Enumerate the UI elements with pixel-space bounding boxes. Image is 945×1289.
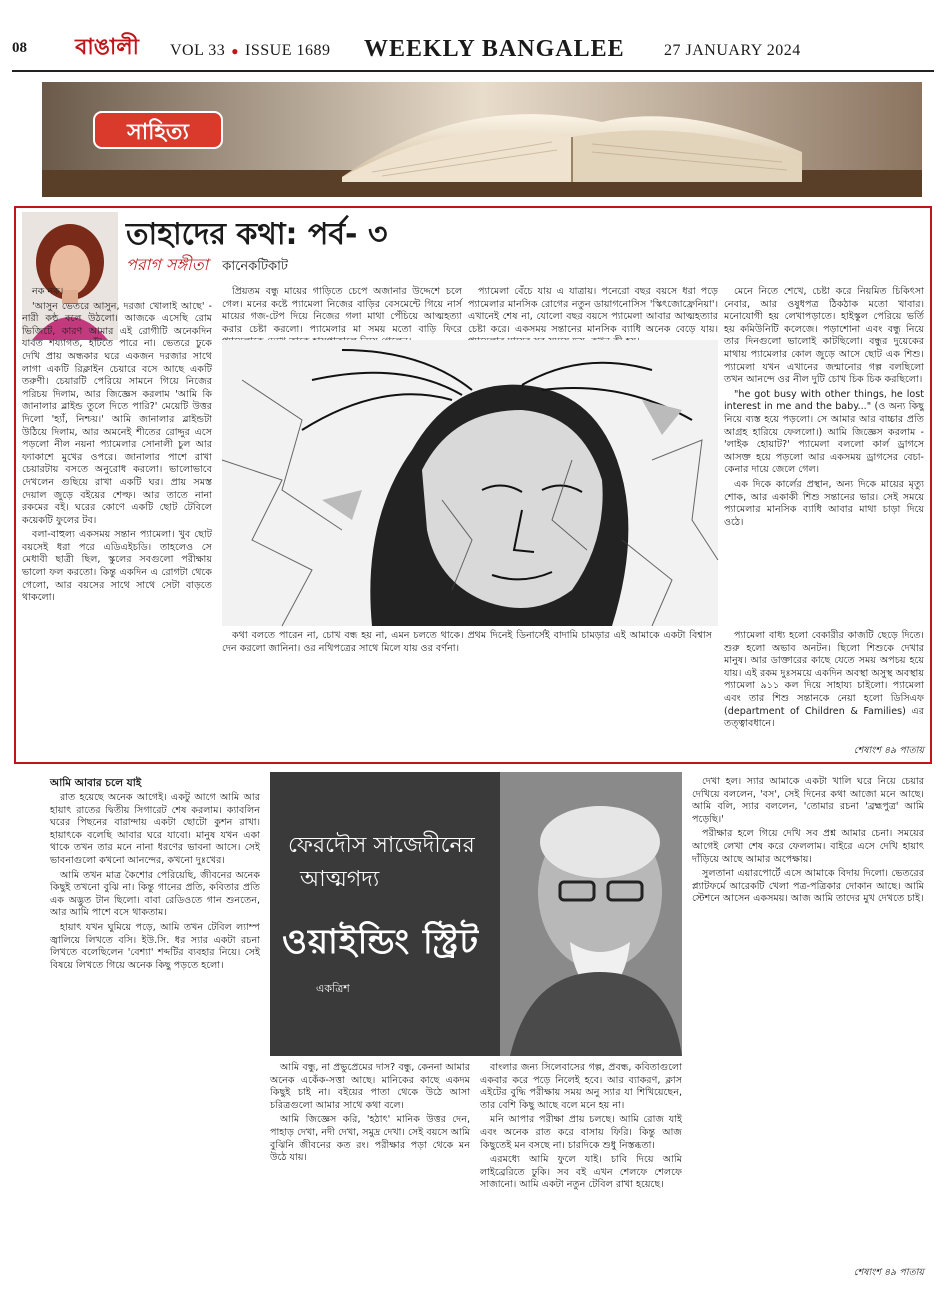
article2-column-3 <box>480 1062 682 1276</box>
publication-title: WEEKLY BANGALEE <box>364 36 625 62</box>
section-label-text: সাহিত্য <box>127 120 189 145</box>
article-illustration <box>222 340 718 626</box>
issue-date: 27 JANUARY 2024 <box>664 42 801 59</box>
article1-column-2-top <box>222 286 462 336</box>
book-title: ওয়াইন্ডিং স্ট্রিট <box>282 922 479 962</box>
section-label <box>92 110 224 150</box>
paragraph: আমি তখন মাত্র কৈশোর পেরিয়েছি, জীবনের অনেক কিছুই তখনো বুঝি না। কিন্তু গানের প্রতি, কবিতার প্রতি এক অদ্ভুত টান ছিলো। বাবা রেডিওতে গান শুনতেন, আর আমি পাশে বসে থাকতাম। <box>50 869 260 919</box>
paragraph: রাত হয়েছে অনেক আগেই। একটু আগে আমি আর হায়াৎ রাতের দ্বিতীয় সিগারেট শেষ করলাম। ক্যাবলিন ঘরের পিছনের বারান্দায় একটা ছোটো কুশন রাখা। হায়াৎকে বলেছি আবার ঘরে যাবো। মানুষ যখন একা থাকে তখন তার মনে নানা ধরণের ভাবনা আসে। সেই ভাবনাগুলো কখনো আনন্দের, কখনো দুঃখের। <box>50 792 260 866</box>
paragraph: পরীক্ষার হলে গিয়ে দেখি সব প্রশ্ন আমার চেনা। সময়ের আগেই লেখা শেষ করে ফেললাম। বাইরে এসে দেখি হায়াৎ দাঁড়িয়ে আছে আমার অপেক্ষায়। <box>692 828 924 865</box>
book-cover-image <box>270 772 682 1056</box>
paragraph: 'আসুন ভেতরে আসুন, দরজা খোলাই আছে' - নারী কন্ঠ বলে উঠলো। আজকে এসেছি রোম ভিজিটে, কারণ আমার এই রোগীটি অনেকদিন যাবত শয্যাগত, হাঁটতে পারে না। ভেতরে ঢুকে দেখি প্রায় অন্ধকার ঘরে একজন দরজার সাথে লাগা একটি রিক্লাইন চেয়ারে বসে আছে একটি তরুণী। চেয়ারটি পেরিয়ে সামনে গিয়ে নিজের পরিচয় দিলাম, আর জিজ্ঞেস করলাম 'আমি কি জানালার ব্লাইন্ড তুলে দিতে পারি?' মেয়েটি উত্তর দিলো 'হ্যাঁ, নিশ্চয়।' আমি জানালার ব্লাইন্ডটা উঠিয়ে দিলাম, আর অমনেই শীতের রোদ্দুর এসে পড়লো নীল নয়না প্যামেলার সোনালী চুল আর ফ্যাকাশে মুখের ওপরে। জানালার পাশে রাখা চেয়ারটায় বসতে অনুরোধ করলো। ভালোভাবে দেখলেন গুছিয়ে রাখা একটি ঘর। প্রায় সমস্ত দেয়াল জুড়ে বইয়ের শেল্ফ। আর তাতে নানা রকমের বই। ঘরের কোণে একটি ছোট টেবিলে কয়েকটি ফুলের টব। <box>22 300 212 526</box>
paragraph: আমি জিজ্ঞেস করি, 'হঠাৎ' মানিক উত্তর দেন, পাহাড় দেখা, নদী দেখা, সমুদ্র দেখা। সেই বয়সে আমি বুঝিনি জীবনের কত রং। পরীক্ষার পড়া থেকে মন উঠে যায়। <box>270 1114 470 1164</box>
paragraph: কথা বলতে পারেন না, চোখ বন্ধ হয় না, এমন চলতে থাকে। প্রথম দিনেই ডিনার্সেই বাদামি চামড়ার এই আমাকে একটা বিশ্বাস দেন করলো জানিনা। ওর নথিপত্রের সাথে মিলে যায় ওর বর্ণনা। <box>222 630 712 654</box>
article2-column-2 <box>270 1062 470 1276</box>
article1-bottom-center <box>222 630 712 756</box>
author-byline <box>126 252 288 279</box>
article1-column-1 <box>22 286 212 760</box>
book-chapter: একত্রিশ <box>316 982 350 995</box>
paragraph: "he got busy with other things, he lost interest in me and the baby..." (ও অন্য কিছু নিয়ে ব্যস্ত হয়ে পড়লো। সে আমার আর বাচ্চার প্রতি আগ্রহ হারিয়ে ফেললো।) আমি জিজ্ঞেস করলাম - 'লাইক হোয়াট?' প্যামেলা বললো কার্ল ড্রাগসে আসক্ত হয়ে পড়লো আর একসময় ড্রাগসের বেচা-কেনার দায়ে জেলে গেল। <box>724 388 924 476</box>
paragraph: এক দিকে কার্লের প্রস্থান, অন্য দিকে মায়ের মৃত্যু শোক, আর একাকী শিশু সন্তানের ভার। সেই সময়ে প্যামেলার মানসিক ব্যাধি আবার মাথা চাড়া দিয়ে ওঠে। <box>724 478 924 528</box>
paragraph: আমি বন্ধু, না প্রভুপ্রেমের দাস? বন্ধু, কেননা আমার অনেক একেঁক-সত্তা আছে। মানিকের কাছে একদম কিছুই চাই না। বইয়ের পাতা থেকে উঠে আসা চরিত্রগুলো আমার সাথে কথা বলে। <box>270 1062 470 1111</box>
paragraph: মেনে নিতে শেখে, চেষ্টা করে নিয়মিত চিকিৎসা নেবার, আর ওষুধপত্র ঠিকঠাক মতো খাবার। মনোযোগী হয় লেখাপড়াতে। হাইস্কুল পেরিয়ে ভর্তি হয় কমিউনিটি কলেজে। পড়াশোনা এবং বন্ধু নিয়ে তার দিনগুলো ভালোই কাটছিলো। বন্ধুর দুয়েকের মাথায় প্যামেলার কোল জুড়ে আসে ছোট এক শিশু। প্যামেলা যখন এখানের জন্মানোর গল্প বলছিলো তখন আনন্দে ওর নীল দুটি চোখ চিক চিক করছিলো। <box>724 286 924 386</box>
paragraph: নক নক। <box>32 286 64 297</box>
paragraph: প্যামেলা বেঁচে যায় এ যাত্রায়। পনেরো বছর বয়সে ধরা পড়ে প্যামেলার মানসিক রোগের নতুন ডায়াগনোসিস 'স্কিৎজোফ্রেনিয়া'। এখানেই শেষ না, যোলো বছর বয়সে প্যামেলা আবার আত্মহত্যার চেষ্টা করে। একসময় সন্তানের মানসিক ব্যাধি অনেক বেড়ে যায়। <box>468 286 718 335</box>
issue-label: ISSUE 1689 <box>245 42 331 59</box>
article2-column-4 <box>692 776 924 1264</box>
paragraph: দেখা হল। স্যার আমাকে একটা খালি ঘরে নিয়ে চেয়ার দেখিয়ে বললেন, 'বস', সেই দিনের কথা আজো মনে আছে। আমি বলি, স্যার বললেন, 'তোমার রচনা 'ব্রহ্মপুত্র' আমি পড়েছি।' <box>692 776 924 825</box>
issue-info <box>170 42 331 60</box>
bangalee-logo <box>52 28 162 62</box>
volume-label: VOL 33 <box>170 42 226 59</box>
article1-column-3 <box>724 286 924 626</box>
author-location: কানেকটিকাট <box>222 259 288 274</box>
article2-heading: আমি আবার চলে যাই <box>50 777 142 789</box>
paragraph: মনি আপার পরীক্ষা প্রায় চলছে। আমি রোজ যাই এবং অনেক রাত করে বাসায় ফিরি। কিন্তু আজ কিছুতেই মন বসছে না। চারদিকে শুধু নিস্তব্ধতা। <box>480 1114 682 1151</box>
paragraph: সুলতানা এয়ারপোর্টে এসে আমাকে বিদায় দিলো। ভেতরের প্ল্যাটফর্মে আরেকটি খেলা পত্র-পত্রিকার দোকান আছে। আমি স্টেশনে আসেন একসময়। আজ আমি তাদের মুখ দেখতে চাই। <box>692 868 924 905</box>
article2-column-1 <box>50 792 260 1276</box>
paragraph: হায়াৎ যখন ঘুমিয়ে পড়ে, আমি তখন টেবিল ল্যাম্প জ্বালিয়ে লিখতে বসি। ইউ.সি. ধর স্যার একটা রচনা লিখতে বলেছিলেন 'বেশ্যা' শব্দটির ব্যবহার নিয়ে। সেই বিষয়ে লিখতে গিয়ে অনেক কিছু পড়তে হলো। <box>50 921 260 971</box>
paragraph: এরমধ্যে আমি ফুলে যাই। চাবি দিয়ে আমি লাইব্রেরিতে ঢুকি। সব বই এখন শেলফে শেলফে সাজানো। আমি একটা নতুন টেবিল রাখা হয়েছে। <box>480 1154 682 1191</box>
continued-note-2: শেষাংশ ৪৯ পাতায় <box>853 1267 924 1278</box>
article-title: তাহাদের কথা: পর্ব- ৩ <box>126 217 388 252</box>
page-number: 08 <box>12 40 27 56</box>
header-divider <box>12 70 934 72</box>
separator-dot-icon: ● <box>231 44 240 58</box>
book-genre-line: আত্মগদ্য <box>300 867 380 892</box>
paragraph: বাংলার জন্য সিলেবাসের গল্প, প্রবন্ধ, কবিতাগুলো একবার করে পড়ে নিলেই হবে। আর ব্যাকরণ, ক্লাস এইটের বুদ্ধি পরীক্ষায় সময় অনু স্যার যা শিখিয়েছেন, তার বেশি কিছু আছে বলে মনে হয় না। <box>480 1062 682 1111</box>
paragraph: প্রিয়তম বন্ধু মায়ের গাড়িতে চেপে অজানার উদ্দেশে চলে গেল। মনের কষ্টে প্যামেলা নিজের বাড়ির বেসমেন্টে গিয়ে নার্স মায়ের গজ-টেপ দিয়ে নিজের গলা মাথা পেঁচিয়ে আত্মহত্যা করার চেষ্টা করলো। প্যামেলার মা সময় মতো বাড়ি ফিরে <box>222 286 462 335</box>
article1-bottom-right <box>724 630 924 742</box>
continued-note: শেষাংশ ৪৯ পাতায় <box>853 745 924 756</box>
book-author-line: ফেরদৌস সাজেদীনের <box>288 833 475 858</box>
paragraph: প্যামেলা বাধ্য হলো বেকারীর কাজটি ছেড়ে দিতে। শুরু হলো অভাব অনটন। ছিলো শিশুকে দেখার মানুষ। আর ডাক্তারের কাছে যেতে সময় অপচয় হয়ে যায়। এই রকম দুঃসময়ে একদিন অবস্থা অসুস্থ অবস্থায় প্যামেলা ৯১১ কল দিয়ে সাহায্য চাইলো। প্যামেলা এবং তার শিশু সন্তানকে নেয়া হলো ডিসিএফ (department of Children & Families) এর তত্ত্বাবধানে। <box>724 630 924 730</box>
paragraph: বলা-বাহুল্য একসময় সন্তান প্যামেলা। খুব ছোট বয়সেই ধরা পরে এডিএইচডি। তাহলেও সে মেধাবী ছাত্রী ছিল, স্কুলের সবগুলো পরীক্ষায় ভালো ফল করতো। কিন্তু একদিন এ রোগটা থেকে গেলো, আর বয়সের সাথে সাথে সেটা বাড়তে থাকলো। <box>22 529 212 604</box>
logo-lettering: বাঙালী <box>75 35 139 60</box>
author-name: পরাগ সঙ্গীতা <box>126 255 209 274</box>
article1-column-2b-top <box>468 286 718 336</box>
